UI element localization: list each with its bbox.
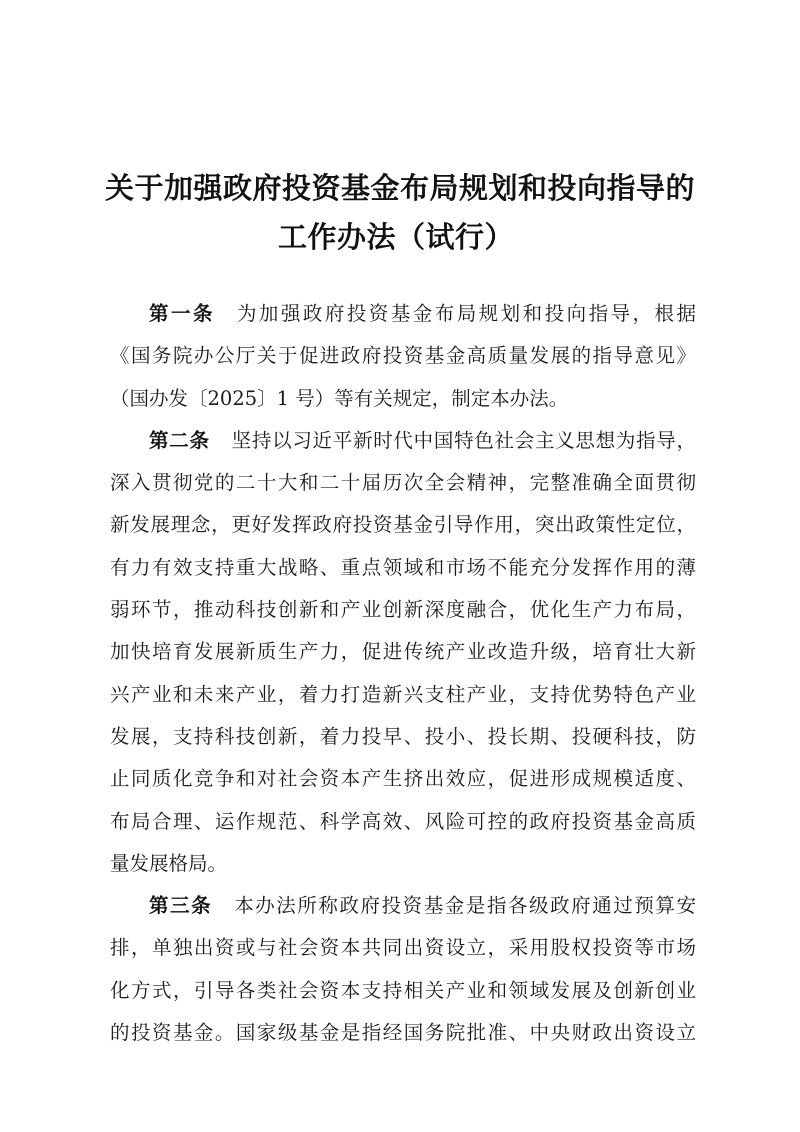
article-2-line-4: 有力有效支持重大战略、重点领域和市场不能充分发挥作用的薄 bbox=[110, 555, 696, 579]
article-3-line-1 bbox=[110, 885, 696, 927]
article-2-line-3: 新发展理念，更好发挥政府投资基金引导作用，突出政策性定位， bbox=[110, 513, 696, 537]
article-2-line-7: 兴产业和未来产业，着力打造新兴支柱产业，支持优势特色产业 bbox=[110, 682, 696, 706]
article-2-text: 坚持以习近平新时代中国特色社会主义思想为指导， bbox=[231, 428, 696, 452]
article-2-line-8: 发展，支持科技创新，着力投早、投小、投长期、投硬科技，防 bbox=[110, 724, 696, 748]
article-3-line-4: 的投资基金。国家级基金是指经国务院批准、中央财政出资设立 bbox=[110, 1021, 696, 1045]
article-1-line-2: 《国务院办公厅关于促进政府投资基金高质量发展的指导意见》 bbox=[110, 344, 696, 368]
article-2-label: 第二条 bbox=[149, 428, 210, 452]
article-3-label: 第三条 bbox=[149, 894, 213, 918]
article-3-line-3: 化方式，引导各类社会资本支持相关产业和领域发展及创新创业 bbox=[110, 978, 696, 1002]
article-1-label: 第一条 bbox=[149, 302, 215, 325]
document-title-line-1: 关于加强政府投资基金布局规划和投向指导的 bbox=[104, 171, 695, 205]
article-2-line-10: 布局合理、运作规范、科学高效、风险可控的政府投资基金高质 bbox=[110, 809, 696, 833]
article-3-line-2: 排，单独出资或与社会资本共同出资设立，采用股权投资等市场 bbox=[110, 936, 696, 960]
article-2-line-5: 弱环节，推动科技创新和产业创新深度融合，优化生产力布局， bbox=[110, 598, 696, 622]
article-2-line-2: 深入贯彻党的二十大和二十届历次全会精神，完整准确全面贯彻 bbox=[110, 471, 696, 495]
article-2-line-6: 加快培育发展新质生产力，促进传统产业改造升级，培育壮大新 bbox=[110, 640, 696, 664]
article-3-text: 本办法所称政府投资基金是指各级政府通过预算安 bbox=[234, 894, 696, 918]
article-2-line-1 bbox=[110, 420, 696, 462]
article-2-line-9: 止同质化竞争和对社会资本产生挤出效应，促进形成规模适度、 bbox=[110, 767, 696, 791]
article-1-text: 为加强政府投资基金布局规划和投向指导，根据 bbox=[236, 302, 696, 325]
article-1-line-3: （国办发〔2025〕1 号）等有关规定，制定本办法。 bbox=[110, 386, 569, 410]
article-2-line-11: 量发展格局。 bbox=[110, 851, 228, 875]
document-body bbox=[110, 293, 696, 1054]
article-1-line-1 bbox=[110, 293, 696, 335]
document-title-line-2: 工作办法（试行） bbox=[277, 220, 514, 254]
